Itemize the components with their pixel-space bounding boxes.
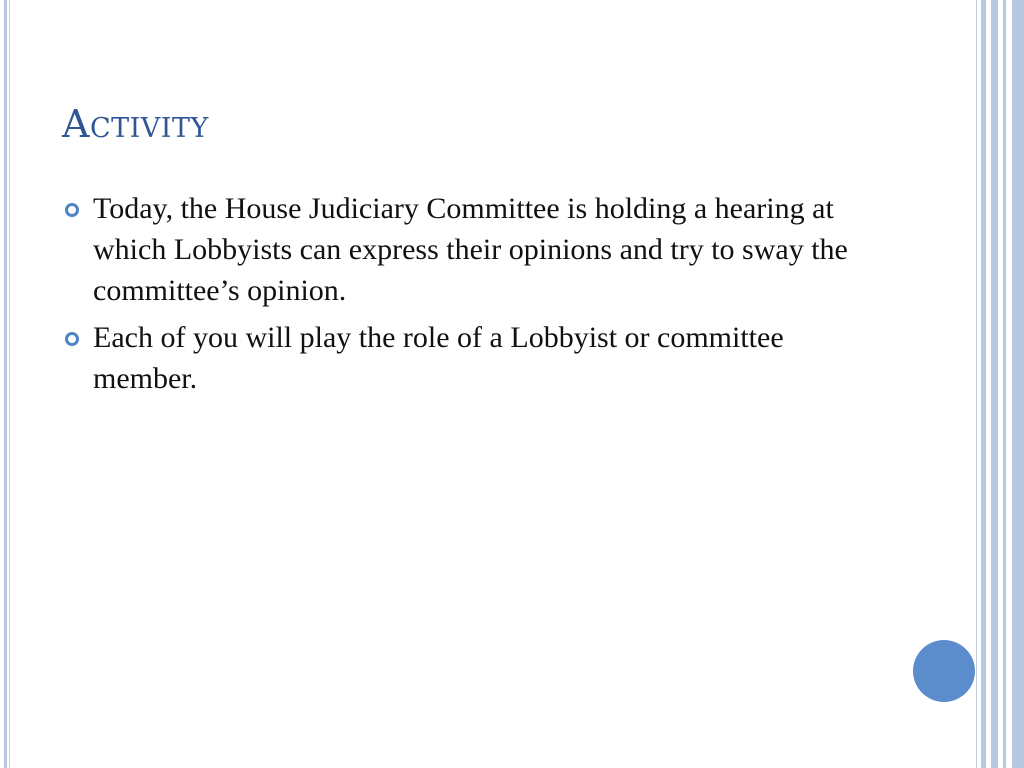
bullet-item — [62, 317, 892, 399]
right-border-line — [1003, 0, 1006, 768]
bullet-text: Each of you will play the role of a Lobbyist or committee member. — [93, 321, 784, 395]
bullet-list — [62, 188, 892, 405]
right-border-line — [1012, 0, 1024, 768]
hollow-circle-bullet-icon — [65, 332, 79, 346]
left-border-line-thin — [9, 0, 10, 768]
right-border-line — [976, 0, 977, 768]
right-border-line — [981, 0, 986, 768]
hollow-circle-bullet-icon — [65, 203, 79, 217]
accent-circle-decoration — [913, 640, 975, 702]
bullet-text: Today, the House Judiciary Committee is holding a hearing at which Lobbyists can express their opinions and try to sway the committee’s opinion. — [93, 192, 848, 307]
slide-title: Activity — [62, 102, 209, 146]
bullet-item — [62, 188, 892, 311]
right-border-line — [991, 0, 998, 768]
left-border-line — [4, 0, 7, 768]
